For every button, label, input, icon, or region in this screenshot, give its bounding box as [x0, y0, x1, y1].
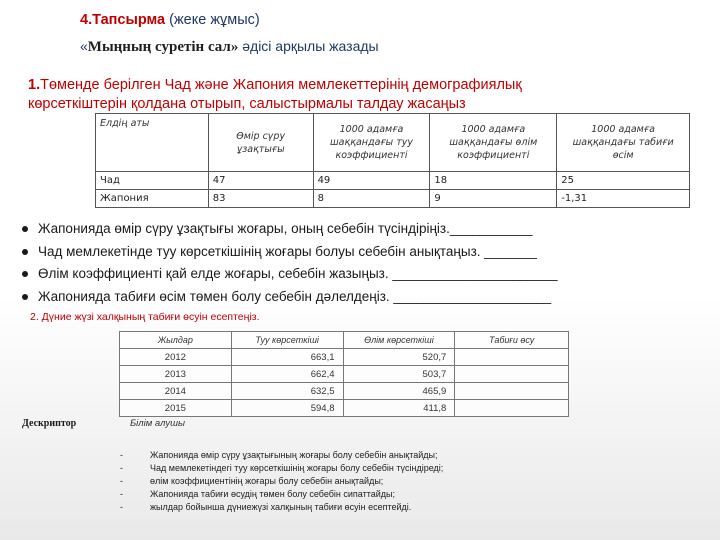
criterion-text: жылдар бойынша дүниежүзі халқының табиғи өсуін есептейді. — [150, 502, 412, 512]
method-open-quote: « — [80, 38, 88, 54]
cell-births: 594,8 — [231, 400, 343, 417]
header-natural-growth: 1000 адамға шаққандағы табиғи өсім — [557, 114, 690, 172]
subtask-title: 2. Дүние жүзі халқының табиғи өсуін есептеңіз. — [30, 311, 260, 323]
cell-country: Жапония — [96, 190, 209, 208]
table-row — [120, 366, 569, 383]
cell-birth-rate: 49 — [313, 172, 430, 190]
question-text: Жапонияда табиғи өсім төмен болу себебін дәлелдеңіз. _____________________ — [38, 288, 552, 304]
dash-icon: - — [120, 450, 123, 460]
cell-life-expectancy: 83 — [208, 190, 313, 208]
task-text: Төменде берілген Чад және Жапония мемлекеттерінің демографиялық көрсеткіштерін қолдана отырып, салыстырмалы талдау жасаңыз — [28, 77, 522, 112]
cell-death-rate: 9 — [430, 190, 557, 208]
list-item — [120, 449, 700, 462]
dash-icon: - — [120, 463, 123, 473]
dash-icon: - — [120, 502, 123, 512]
list-item — [120, 462, 700, 475]
table-row — [96, 172, 690, 190]
cell-natural-growth: -1,31 — [557, 190, 690, 208]
cell-growth — [455, 383, 569, 400]
header-years: Жылдар — [120, 332, 232, 349]
list-item — [120, 475, 700, 488]
descriptor-list — [120, 449, 700, 514]
dash-icon: - — [120, 476, 123, 486]
question-text: Чад мемлекетінде туу көрсеткішінің жоғары болуы себебін анықтаңыз. _______ — [38, 243, 537, 259]
dash-icon: - — [120, 489, 123, 499]
bullet-icon — [22, 294, 28, 300]
task-instruction — [28, 76, 548, 114]
world-population-table — [119, 331, 569, 417]
cell-deaths: 411,8 — [343, 400, 455, 417]
cell-year: 2014 — [120, 383, 232, 400]
task-label: 4.Тапсырма — [80, 12, 166, 28]
cell-deaths: 465,9 — [343, 383, 455, 400]
descriptor-heading: Білім алушы — [130, 418, 185, 429]
table-row — [96, 190, 690, 208]
cell-natural-growth: 25 — [557, 172, 690, 190]
task-heading — [80, 12, 260, 28]
table-header-row — [120, 332, 569, 349]
header-country: Елдің аты — [96, 114, 209, 172]
demographics-table — [95, 113, 690, 208]
table-row — [120, 400, 569, 417]
cell-growth — [455, 366, 569, 383]
bullet-icon — [22, 226, 28, 232]
header-birth-rate: 1000 адамға шаққандағы туу коэффициенті — [313, 114, 430, 172]
list-item — [120, 488, 700, 501]
question-text: Өлім коэффициенті қай елде жоғары, себебін жазыңыз. ______________________ — [38, 266, 558, 281]
descriptor-label: Дескриптор — [22, 418, 77, 429]
cell-year: 2015 — [120, 400, 232, 417]
cell-births: 662,4 — [231, 366, 343, 383]
cell-growth — [455, 349, 569, 366]
cell-year: 2012 — [120, 349, 232, 366]
task-mode: (жеке жұмыс) — [165, 12, 260, 28]
cell-life-expectancy: 47 — [208, 172, 313, 190]
cell-growth — [455, 400, 569, 417]
header-death-rate: 1000 адамға шаққандағы өлім коэффициенті — [430, 114, 557, 172]
cell-births: 632,5 — [231, 383, 343, 400]
list-item — [22, 263, 712, 286]
question-list — [22, 218, 712, 308]
cell-country: Чад — [96, 172, 209, 190]
list-item — [22, 241, 712, 264]
method-name: Мыңның суретін сал» — [87, 39, 239, 55]
task-number: 1. — [28, 77, 41, 93]
table-header-row — [96, 114, 690, 172]
bullet-icon — [22, 249, 28, 255]
criterion-text: Жапонияда өмір сүру ұзақтығының жоғары болу себебін анықтайды; — [150, 450, 438, 460]
list-item — [22, 218, 712, 241]
question-text: Жапонияда өмір сүру ұзақтығы жоғары, оның себебін түсіндіріңіз.___________ — [38, 221, 533, 236]
header-births: Туу көрсеткіші — [231, 332, 343, 349]
table-row — [120, 383, 569, 400]
table-row — [120, 349, 569, 366]
criterion-text: өлім коэффициентінің жоғары болу себебін анықтайды; — [150, 476, 384, 486]
bullet-icon — [22, 271, 28, 277]
method-heading — [80, 38, 379, 56]
cell-year: 2013 — [120, 366, 232, 383]
cell-death-rate: 18 — [430, 172, 557, 190]
cell-deaths: 503,7 — [343, 366, 455, 383]
criterion-text: Жапонияда табиғи өсудің төмен болу себебін сипаттайды; — [150, 489, 395, 499]
header-deaths: Өлім көрсеткіші — [343, 332, 455, 349]
header-life-expectancy: Өмір сүру ұзақтығы — [208, 114, 313, 172]
criterion-text: Чад мемлекетіндегі туу көрсеткішінің жоғары болу себебін түсіндіреді; — [150, 463, 444, 473]
list-item — [22, 286, 712, 309]
cell-births: 663,1 — [231, 349, 343, 366]
cell-deaths: 520,7 — [343, 349, 455, 366]
method-tail: әдісі арқылы жазады — [238, 38, 379, 54]
list-item — [120, 501, 700, 514]
header-growth: Табиғи өсу — [455, 332, 569, 349]
cell-birth-rate: 8 — [313, 190, 430, 208]
